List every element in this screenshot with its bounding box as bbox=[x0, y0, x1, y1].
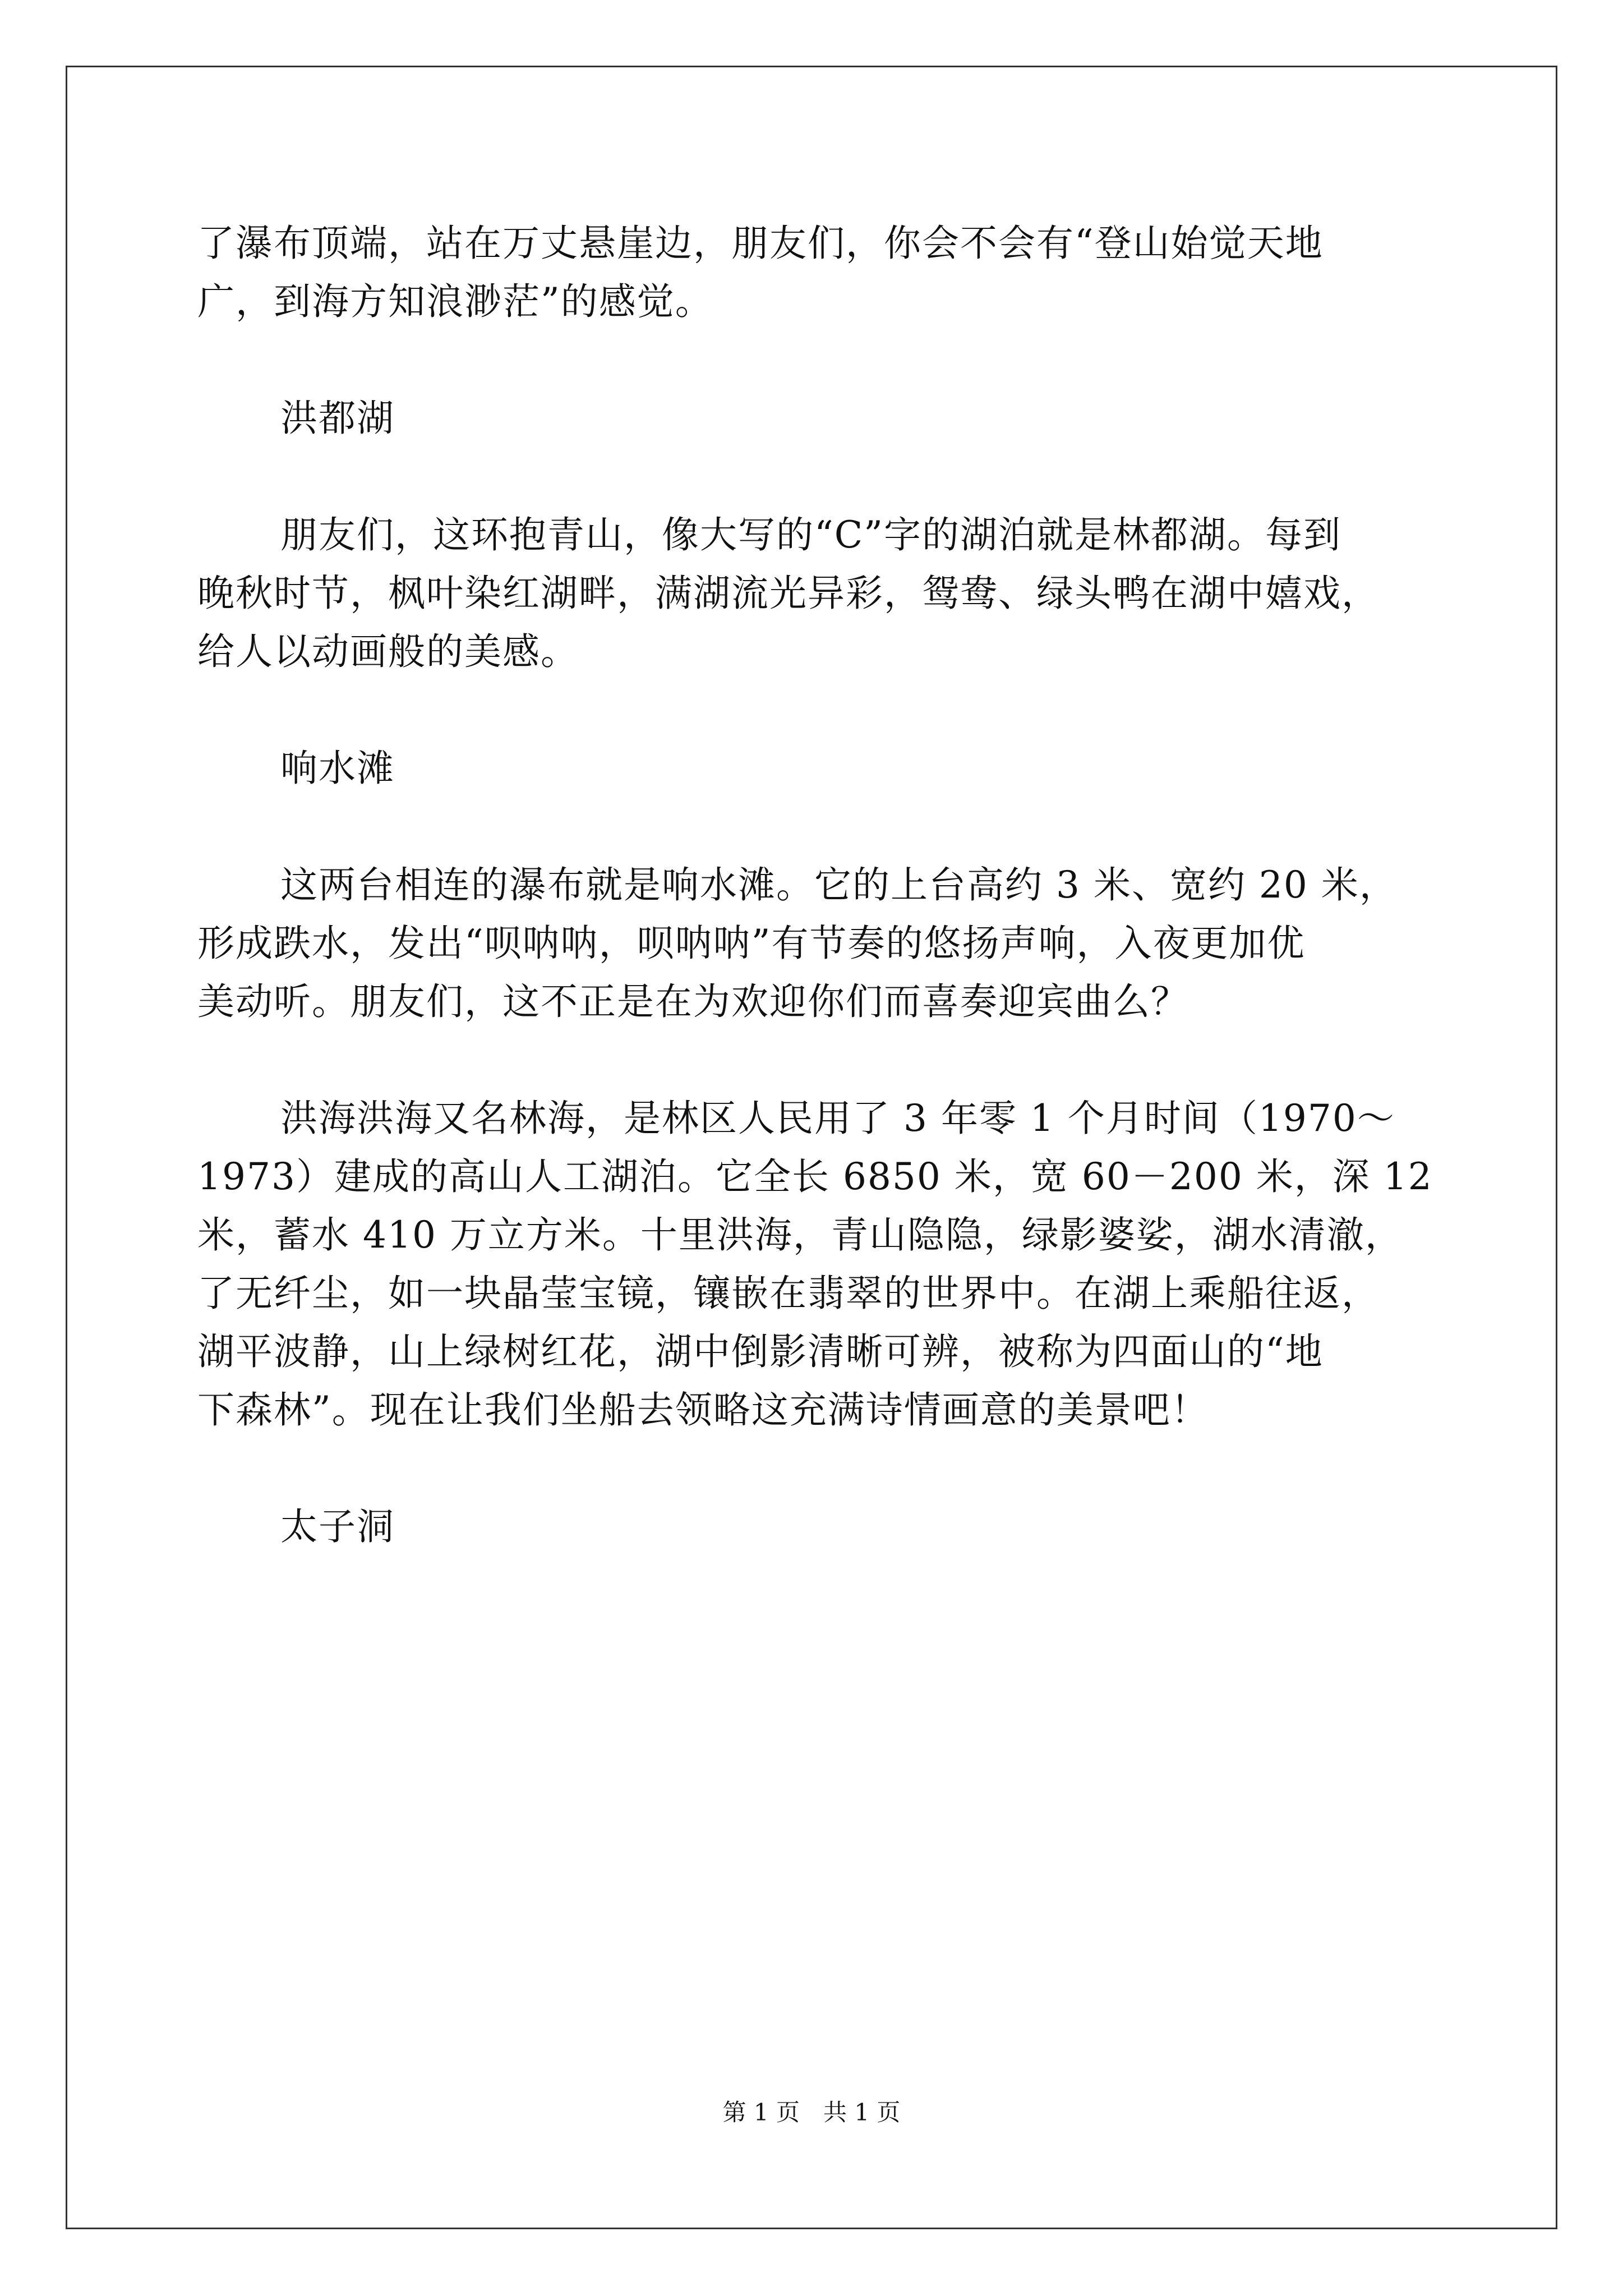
text-line: 了瀑布顶端，站在万丈悬崖边，朋友们，你会不会有“登山始觉天地 bbox=[197, 222, 1324, 265]
text-line: 响水滩 bbox=[280, 747, 395, 790]
text-line: 这两台相连的瀑布就是响水滩。它的上台高约 3 米、宽约 20 米， bbox=[280, 863, 1398, 907]
document-body bbox=[197, 214, 1437, 1556]
text-line: 太子洞 bbox=[280, 1505, 395, 1548]
text-line: 洪海洪海又名林海，是林区人民用了 3 年零 1 个月时间（1970～ bbox=[280, 1097, 1395, 1140]
text-line: 给人以动画般的美感。 bbox=[197, 630, 579, 673]
heading-xiangshuitan bbox=[197, 739, 1437, 798]
paragraph-xiangshuitan bbox=[197, 856, 1437, 1031]
paragraph-hongduhu bbox=[197, 506, 1437, 681]
text-line: 晚秋时节，枫叶染红湖畔，满湖流光异彩，鸳鸯、绿头鸭在湖中嬉戏， bbox=[197, 572, 1380, 615]
text-line: 广，到海方知浪渺茫”的感觉。 bbox=[197, 280, 713, 323]
text-line: 美动听。朋友们，这不正是在为欢迎你们而喜奏迎宾曲么？ bbox=[197, 980, 1189, 1023]
paragraph-waterfall-top bbox=[197, 214, 1437, 331]
paragraph-honghai bbox=[197, 1089, 1437, 1439]
text-line: 形成跌水，发出“呗呐呐，呗呐呐”有节奏的悠扬声响，入夜更加优 bbox=[197, 922, 1306, 965]
text-line: 1973）建成的高山人工湖泊。它全长 6850 米，宽 60－200 米，深 12 bbox=[197, 1155, 1433, 1198]
text-line: 朋友们，这环抱青山，像大写的“C”字的湖泊就是林都湖。每到 bbox=[280, 513, 1341, 556]
text-line: 米，蓄水 410 万立方米。十里洪海，青山隐隐，绿影婆娑，湖水清澈， bbox=[197, 1213, 1403, 1257]
heading-hongduhu bbox=[197, 389, 1437, 448]
text-line: 了无纤尘，如一块晶莹宝镜，镶嵌在翡翠的世界中。在湖上乘船往返， bbox=[197, 1272, 1380, 1315]
text-line: 洪都湖 bbox=[280, 397, 395, 440]
text-line: 湖平波静，山上绿树红花，湖中倒影清晰可辨，被称为四面山的“地 bbox=[197, 1330, 1324, 1373]
page-footer: 第 1 页 共 1 页 bbox=[722, 2099, 901, 2126]
text-line: 下森林”。现在让我们坐船去领略这充满诗情画意的美景吧！ bbox=[197, 1388, 1209, 1432]
heading-taizidong bbox=[197, 1498, 1437, 1556]
